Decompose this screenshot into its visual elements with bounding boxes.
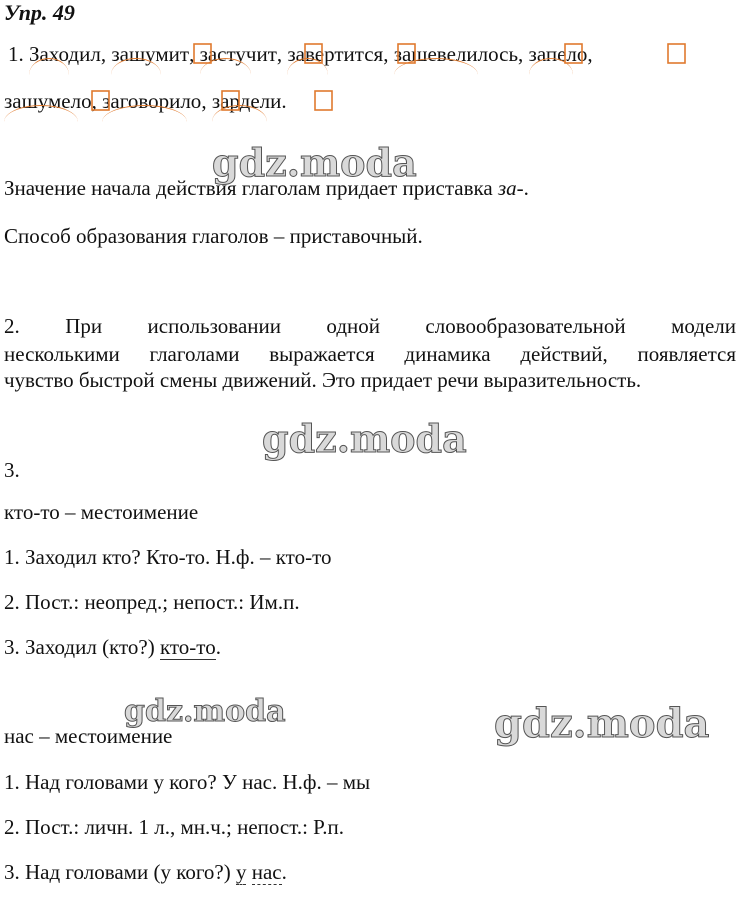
- underlined-word: кто-то: [159, 635, 216, 659]
- watermark: gdz.moda: [124, 694, 286, 729]
- word-zardeli: зардели: [212, 89, 282, 114]
- word-zashumelo: зашумело: [4, 89, 92, 114]
- item1-line1: 1. Заходил кто? Кто-то. Н.ф. – кто-то: [4, 545, 332, 569]
- word-zagovorilo: заговорило: [102, 89, 201, 114]
- part1-line2: зашумело, заговорило, зардели.: [4, 89, 287, 114]
- item2-line3: 3. Над головами (у кого?) у нас.: [4, 860, 287, 884]
- item1-heading: кто-то – местоимение: [4, 500, 199, 524]
- part2-line1: 2. При использовании одной словообразовательной модели: [4, 314, 736, 338]
- underlined-word: нас: [251, 860, 282, 884]
- part1-sentence2: Способ образования глаголов – приставочный.: [4, 224, 423, 248]
- morpheme-marks: [0, 0, 740, 130]
- watermark: gdz.moda: [212, 140, 417, 185]
- item1-line2: 2. Пост.: неопред.; непост.: Им.п.: [4, 590, 300, 614]
- part1-number: 1.: [8, 42, 24, 66]
- watermark: gdz.moda: [262, 416, 467, 461]
- part3-number: 3.: [4, 458, 20, 482]
- word-zavertitsya: завертится: [287, 42, 383, 67]
- underlined-word: у: [235, 860, 247, 884]
- part2-line2: несколькими глаголами выражается динамика действий, появляется: [4, 342, 736, 366]
- item2-line1: 1. Над головами у кого? У нас. Н.ф. – мы: [4, 770, 371, 794]
- word-zahodil: Заходил: [29, 42, 101, 67]
- watermark: gdz.moda: [494, 700, 710, 747]
- part1-line1: 1. Заходил, зашумит, застучит, завертится, зашевелилось, запело,: [8, 42, 593, 67]
- word-zashumit: зашумит: [111, 42, 189, 67]
- item2-heading: нас – местоимение: [4, 724, 173, 748]
- exercise-title: Упр. 49: [4, 0, 75, 25]
- part2-line3: чувство быстрой смены движений. Это придает речи выразительность.: [4, 368, 642, 392]
- word-zastuchit: застучит: [200, 42, 277, 67]
- item1-line3: 3. Заходил (кто?) кто-то.: [4, 635, 221, 659]
- item2-line2: 2. Пост.: личн. 1 л., мн.ч.; непост.: Р.п.: [4, 815, 344, 839]
- part1-sentence1: Значение начала действия глаголам придает приставка за-.: [4, 176, 529, 200]
- word-zashevelilos: зашевелилось: [394, 42, 518, 67]
- prefix-za: за-: [497, 176, 524, 200]
- word-zapelo: запело: [529, 42, 588, 67]
